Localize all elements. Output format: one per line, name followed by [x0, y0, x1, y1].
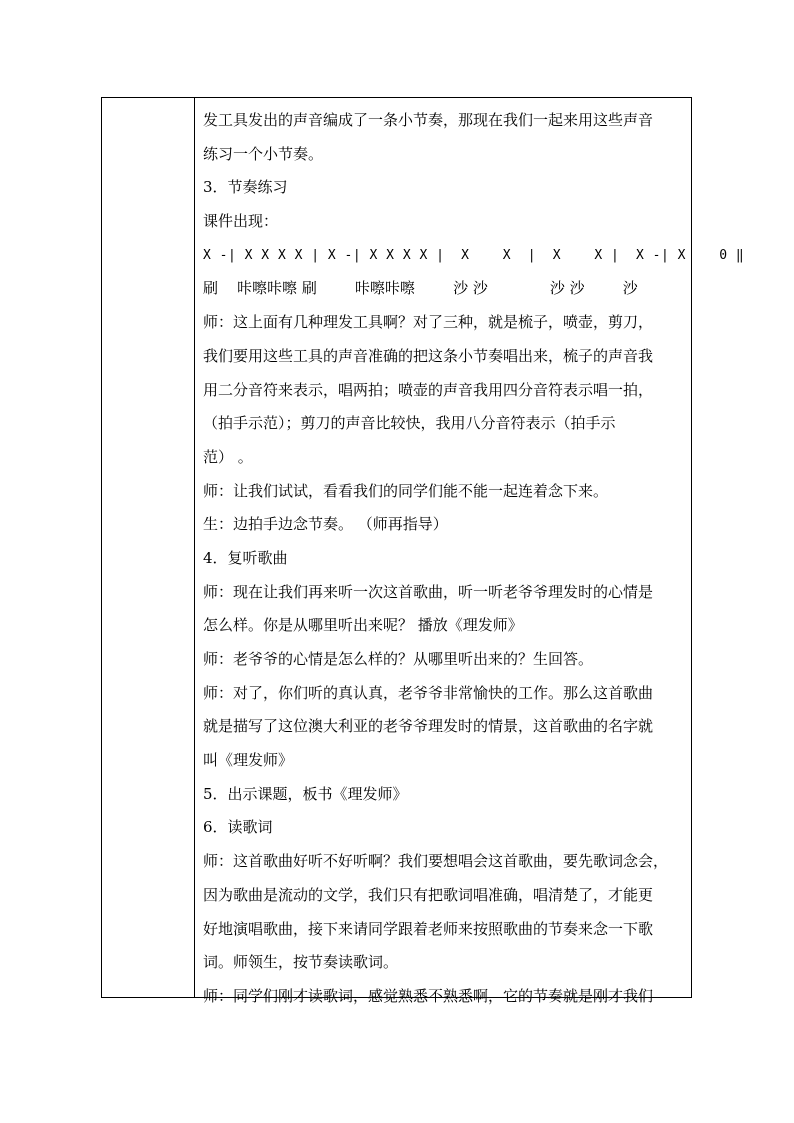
- text-line: 练习一个小节奏。: [203, 144, 324, 163]
- section-heading-read-lyrics: 6．读歌词: [203, 818, 273, 837]
- text-line: 师：同学们刚才读歌词，感觉熟悉不熟悉啊，它的节奏就是刚才我们: [203, 986, 654, 1005]
- text-line: 师：这首歌曲好听不好听啊？我们要想唱会这首歌曲，要先歌词念会，: [203, 852, 669, 871]
- text-line: 师：对了，你们听的真认真，老爷爷非常愉快的工作。那么这首歌曲: [203, 683, 654, 702]
- text-line: 师：这上面有几种理发工具啊？对了三种，就是梳子，喷壶，剪刀，: [203, 313, 654, 332]
- section-heading-topic: 5．出示课题，板书《理发师》: [203, 784, 408, 803]
- rhythm-syllables: 刷 咔嚓咔嚓 刷 咔嚓咔嚓 沙 沙 沙 沙 沙: [203, 279, 638, 298]
- text-line: 因为歌曲是流动的文学，我们只有把歌词唱准确，唱清楚了，才能更: [203, 885, 654, 904]
- text-line: 词。师领生，按节奏读歌词。: [203, 953, 399, 972]
- text-line: （拍手示范）；剪刀的声音比较快，我用八分音符表示（拍手示: [203, 414, 616, 433]
- text-line: 就是描写了这位澳大利亚的老爷爷理发时的情景，这首歌曲的名字就: [203, 717, 654, 736]
- text-line: 生：边拍手边念节奏。 （师再指导）: [203, 515, 448, 534]
- table-content-cell: [195, 98, 750, 1005]
- text-line: 课件出现：: [203, 212, 279, 231]
- text-line: 叫《理发师》: [203, 751, 294, 770]
- text-line: 好地演唱歌曲，接下来请同学跟着老师来按照歌曲的节奏来念一下歌: [203, 919, 654, 938]
- lesson-table: [101, 97, 745, 1005]
- text-line: 范） 。: [203, 447, 253, 466]
- text-line: 用二分音符来表示，唱两拍；喷壶的声音我用四分音符表示唱一拍，: [203, 380, 654, 399]
- text-line: 我们要用这些工具的声音准确的把这条小节奏唱出来，梳子的声音我: [203, 346, 654, 365]
- text-line: 师：让我们试试，看看我们的同学们能不能一起连着念下来。: [203, 481, 609, 500]
- section-heading-relisten: 4．复听歌曲: [203, 548, 288, 567]
- table-left-cell: [102, 98, 195, 997]
- text-line: 师：老爷爷的心情是怎么样的？从哪里听出来的？生回答。: [203, 650, 594, 668]
- text-line: 师：现在让我们再来听一次这首歌曲，听一听老爷爷理发时的心情是: [203, 582, 654, 601]
- text-line: 怎么样。你是从哪里听出来呢？ 播放《理发师》: [203, 616, 523, 635]
- rhythm-notation: X -| X X X X | X -| X X X X | X X | X X | X -| X 0 ‖: [203, 247, 745, 263]
- text-line: 发工具发出的声音编成了一条小节奏，那现在我们一起来用这些声音: [203, 111, 654, 129]
- section-heading-rhythm-practice: 3．节奏练习: [203, 178, 288, 197]
